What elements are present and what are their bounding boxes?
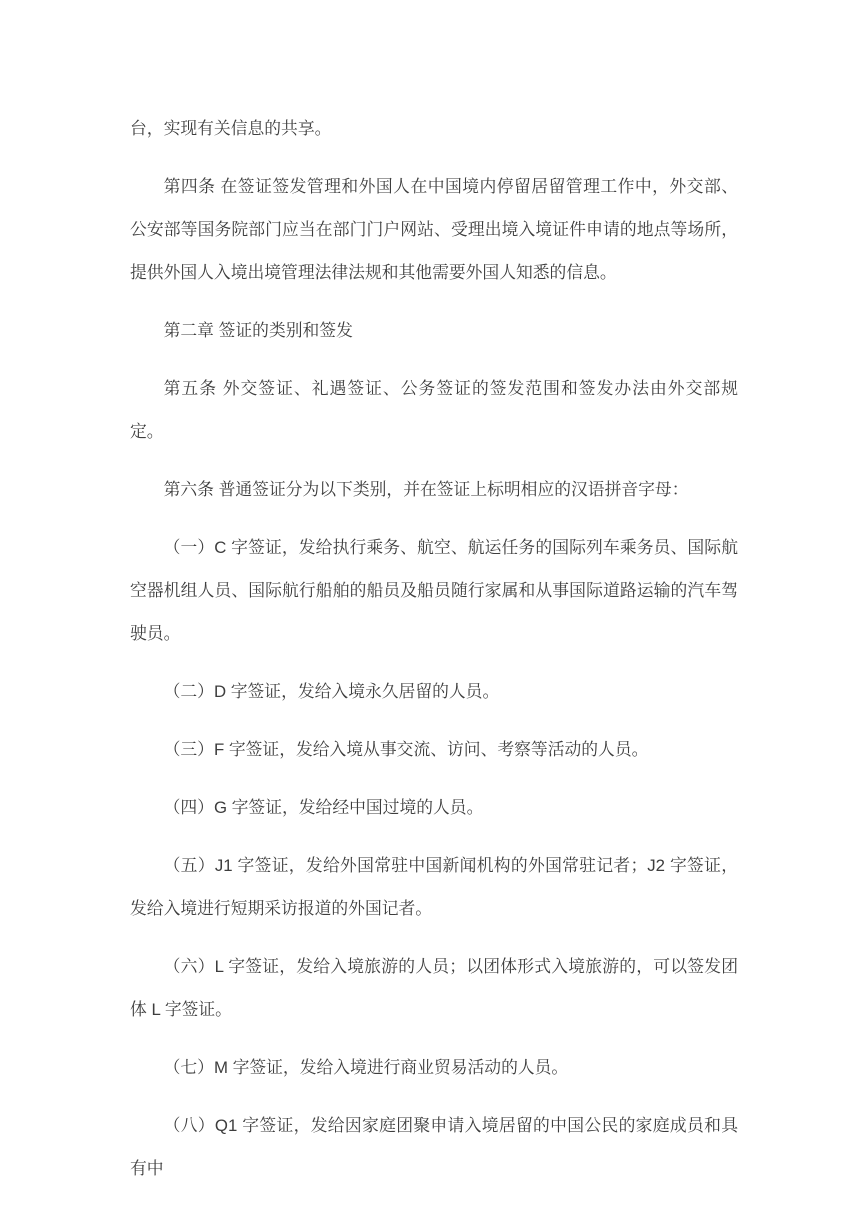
paragraph-item-2-d-visa: （二）D 字签证，发给入境永久居留的人员。 <box>163 682 500 701</box>
paragraph-item-1-c-visa: （一）C 字签证，发给执行乘务、航空、航运任务的国际列车乘务员、国际航空器机组人员、国际航行船舶的船员及船员随行家属和从事国际道路运输的汽车驾驶员。 <box>130 538 738 643</box>
paragraph-article-4: 第四条 在签证签发管理和外国人在中国境内停留居留管理工作中，外交部、公安部等国务院部门应当在部门门户网站、受理出境入境证件申请的地点等场所，提供外国人入境出境管理法律法规和其他需要外国人知悉的信息。 <box>130 177 738 282</box>
paragraph-article-5: 第五条 外交签证、礼遇签证、公务签证的签发范围和签发办法由外交部规定。 <box>130 379 738 441</box>
paragraph-chapter-2-heading: 第二章 签证的类别和签发 <box>163 321 353 340</box>
paragraph-item-3-f-visa: （三）F 字签证，发给入境从事交流、访问、考察等活动的人员。 <box>163 740 649 759</box>
paragraph-continuation-line: 台，实现有关信息的共享。 <box>130 119 332 138</box>
paragraph-item-4-g-visa: （四）G 字签证，发给经中国过境的人员。 <box>163 798 484 817</box>
paragraph-article-6-intro: 第六条 普通签证分为以下类别，并在签证上标明相应的汉语拼音字母： <box>163 480 689 499</box>
document-body <box>130 107 738 1190</box>
paragraph-item-5-j-visa: （五）J1 字签证，发给外国常驻中国新闻机构的外国常驻记者；J2 字签证，发给入境进行短期采访报道的外国记者。 <box>130 856 738 918</box>
paragraph-item-7-m-visa: （七）M 字签证，发给入境进行商业贸易活动的人员。 <box>163 1058 569 1077</box>
paragraph-item-6-l-visa: （六）L 字签证，发给入境旅游的人员；以团体形式入境旅游的，可以签发团体 L 字签证。 <box>130 957 738 1019</box>
paragraph-item-8-q1-visa: （八）Q1 字签证，发给因家庭团聚申请入境居留的中国公民的家庭成员和具有中 <box>130 1116 738 1178</box>
